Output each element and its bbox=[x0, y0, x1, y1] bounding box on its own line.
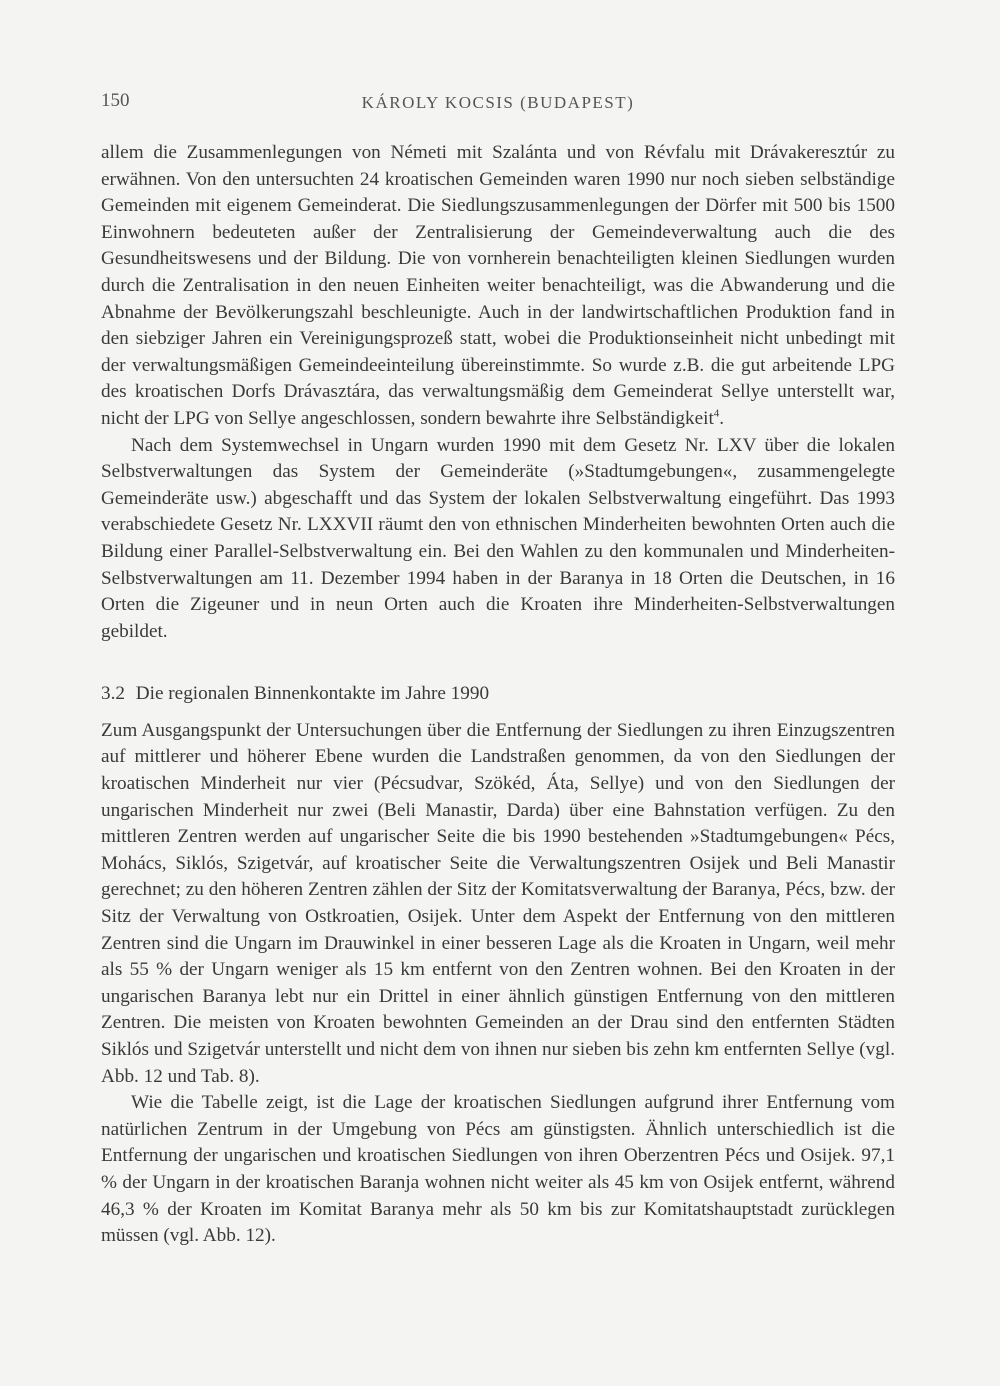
running-head bbox=[101, 90, 895, 122]
paragraph-text: allem die Zusammenlegungen von Németi mit Szalánta und von Révfalu mit Drávakeresztúr zu erwähnen. Von den untersuchten 24 kroatischen Gemeinden waren 1990 nur noch sieben selbständige Gemeinden mit eigenem Gemeinderat. Die Siedlungszusammenlegungen der Dörfer mit 500 bis 1500 Einwohnern bedeuteten außer der Zentralisierung der Gemeindeverwaltung auch die des Gesundheitswesens und der Bildung. Die von vornherein benachteiligten kleinen Siedlungen wurden durch die Zentralisation in den neuen Einheiten weiter benachteiligt, was die Abwanderung und die Abnahme der Bevölkerungszahl beschleunigte. Auch in der landwirtschaftlichen Produktion fand in den siebziger Jahren ein Vereinigungsprozeß statt, wobei die Produktionseinheit nicht unbedingt mit der verwaltungsmäßigen Gemeindeeinteilung übereinstimmte. So wurde z.B. die gut arbeitende LPG des kroatischen Dorfs Drávasztára, das verwaltungsmäßig dem Gemeinderat Sellye unterstellt war, nicht der LPG von Sellye angeschlossen, sondern bewahrte ihre Selbständigkeit bbox=[101, 142, 895, 429]
section-number: 3.2 bbox=[101, 683, 125, 705]
page bbox=[101, 90, 895, 1250]
paragraph-end: . bbox=[719, 407, 725, 429]
section-paragraph-1: Zum Ausgangspunkt der Untersuchungen über die Entfernung der Siedlungen zu ihren Einzugszentren auf mittlerer und höherer Ebene wurden die Landstraßen genommen, da von den Siedlungen der kroatischen Minderheit nur vier (Pécsudvar, Szökéd, Áta, Sellye) und von den Siedlungen der ungarischen Minderheit nur zwei (Beli Manastir, Darda) über eine Bahnstation verfügen. Zu den mittleren Zentren werden auf ungarischer Seite die bis 1990 bestehenden »Stadtumgebungen« Pécs, Mohács, Siklós, Szigetvár, auf kroatischer Seite die Verwaltungszentren Osijek und Beli Manastir gerechnet; zu den höheren Zentren zählen der Sitz der Komitatsverwaltung der Baranya, Pécs, bzw. der Sitz der Verwaltung von Ostkroatien, Osijek. Unter dem Aspekt der Entfernung von den mittleren Zentren sind die Ungarn im Drauwinkel in einer besseren Lage als die Kroaten in Ungarn, weil mehr als 55 % der Ungarn weniger als 15 km entfernt von den Zentren wohnen. Bei den Kroaten in der ungarischen Baranya lebt nur ein Drittel in einer ähnlich günstigen Entfernung von den mittleren Zentren. Die meisten von Kroaten bewohnten Gemeinden an der Drau sind den entfernten Städten Siklós und Szigetvár unterstellt und nicht dem von ihnen nur sieben bis zehn km entfernten Sellye (vgl. Abb. 12 und Tab. 8). bbox=[101, 719, 895, 1087]
running-title: KÁROLY KOCSIS (BUDAPEST) bbox=[361, 93, 635, 112]
body-paragraph-2: Nach dem Systemwechsel in Ungarn wurden 1990 mit dem Gesetz Nr. LXV über die lokalen Selbstverwaltungen das System der Gemeinderäte (»Stadtumgebungen«, zusammengelegte Gemeinderäte usw.) abgeschafft und das System der lokalen Selbstverwaltung eingeführt. Das 1993 verabschiedete Gesetz Nr. LXXVII räumt den von ethnischen Minderheiten bewohnten Orten auch die Bildung einer Parallel-Selbstverwaltung ein. Bei den Wahlen zu den kommunalen und Minderheiten-Selbstverwaltungen am 11. Dezember 1994 haben in der Baranya in 18 Orten die Deutschen, in 16 Orten die Zigeuner und in neun Orten auch die Kroaten ihre Minderheiten-Selbstverwaltungen gebildet. bbox=[101, 434, 895, 642]
section-title: Die regionalen Binnenkontakte im Jahre 1990 bbox=[135, 683, 490, 705]
body-paragraph-1 bbox=[101, 140, 895, 433]
footnote-marker: 4 bbox=[713, 407, 720, 420]
section-heading bbox=[101, 681, 895, 708]
section-paragraph-2: Wie die Tabelle zeigt, ist die Lage der kroatischen Siedlungen aufgrund ihrer Entfernung vom natürlichen Zentrum in der Umgebung von Pécs am günstigsten. Ähnlich unterschiedlich ist die Entfernung der ungarischen und kroatischen Siedlungen von ihren Oberzentren Pécs und Osijek. 97,1 % der Ungarn in der kroatischen Baranja wohnen nicht weiter als 45 km von Osijek entfernt, während 46,3 % der Kroaten im Komitat Baranya mehr als 50 km bis zur Komitatshauptstadt zurücklegen müssen (vgl. Abb. 12). bbox=[101, 1092, 895, 1247]
page-number: 150 bbox=[101, 90, 130, 111]
